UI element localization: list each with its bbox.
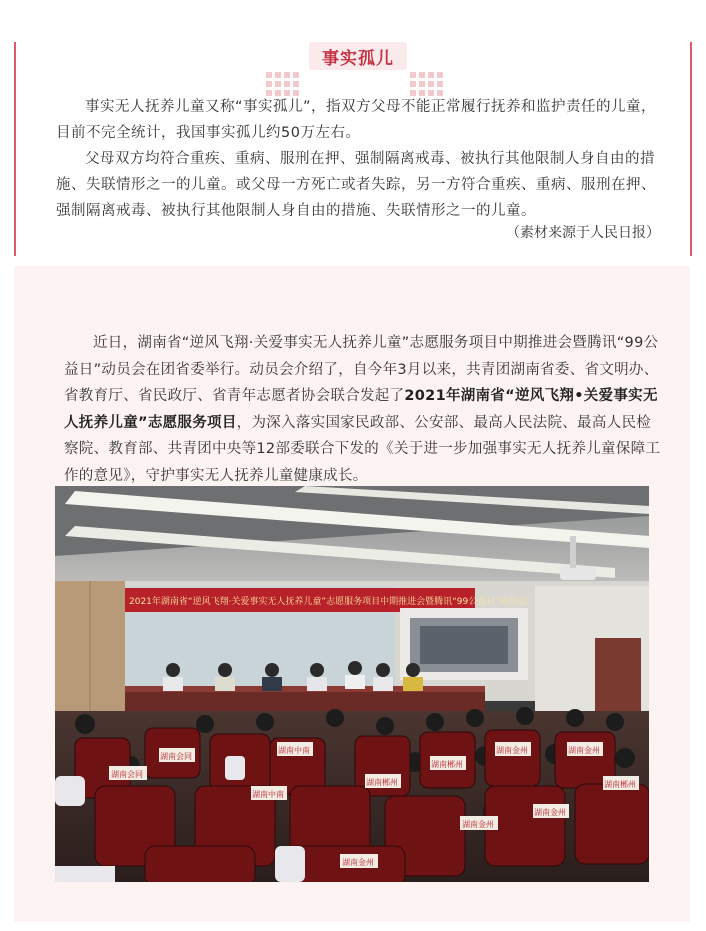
seat-label: 湖南会同 (160, 752, 192, 761)
source-credit: （素材来源于人民日报） (506, 225, 660, 241)
seat-label: 湖南金州 (342, 858, 374, 867)
news-section (14, 266, 690, 922)
seat-label: 湖南金州 (534, 808, 566, 817)
title-decoration-left (266, 72, 299, 96)
definition-text (56, 94, 666, 224)
seat-label: 湖南会同 (111, 770, 143, 779)
seat-label: 湖南金州 (568, 746, 600, 755)
meeting-photo (55, 486, 649, 882)
seat-label: 湖南中南 (252, 790, 284, 799)
news-text-part1: 近日，湖南省“逆风飞翔·关爱事实无人抚养儿童”志愿服务项目中期推进会暨腾讯“99公益日”动员会在团省委举行。动员会介绍了，自今年3月以来，共青团湖南省委、省文明办、省教育厅、省民政厅、省青年志愿者协会联合发起了 (64, 335, 659, 404)
seat-label: 湖南金州 (462, 820, 494, 829)
news-text-part2: ，为深入落实国家民政部、公安部、最高人民法院、最高人民检察院、教育部、共青团中央等12部委联合下发的《关于进一步加强事实无人抚养儿童保障工作的意见》，守护事实无人抚养儿童健康成长。 (64, 414, 661, 484)
definition-paragraph: 父母双方均符合重疾、重病、服刑在押、强制隔离戒毒、被执行其他限制人身自由的措施、失联情形之一的儿童。或父母一方死亡或者失踪，另一方符合重疾、重病、服刑在押、强制隔离戒毒、被执行其他限制人身自由的措施、失联情形之一的儿童。 (56, 151, 656, 219)
section-title: 事实孤儿 (322, 48, 394, 69)
seat-label: 湖南金州 (496, 746, 528, 755)
meeting-photo-illustration (55, 486, 649, 882)
title-decoration-right (410, 72, 443, 96)
seat-label: 湖南郴州 (431, 760, 463, 769)
banner-text: 2021年湖南省“逆风飞翔·关爱事实无人抚养儿童”志愿服务项目中期推进会暨腾讯“99公益日”动员会 (129, 597, 527, 607)
seat-label: 湖南中南 (278, 746, 310, 755)
seat-label: 湖南郴州 (366, 778, 398, 787)
definition-card (14, 42, 692, 256)
news-paragraph (64, 330, 664, 489)
seat-label: 湖南郴州 (604, 780, 636, 789)
news-text (64, 330, 664, 489)
project-name-bold: 2021年湖南省“逆风飞翔•关爱事实无人抚养儿童”志愿服务项目 (64, 388, 658, 431)
definition-paragraph: 事实无人抚养儿童又称“事实孤儿”，指双方父母不能正常履行抚养和监护责任的儿童，目前不完全统计，我国事实孤儿约50万左右。 (56, 99, 657, 141)
section-title-badge (309, 42, 407, 70)
